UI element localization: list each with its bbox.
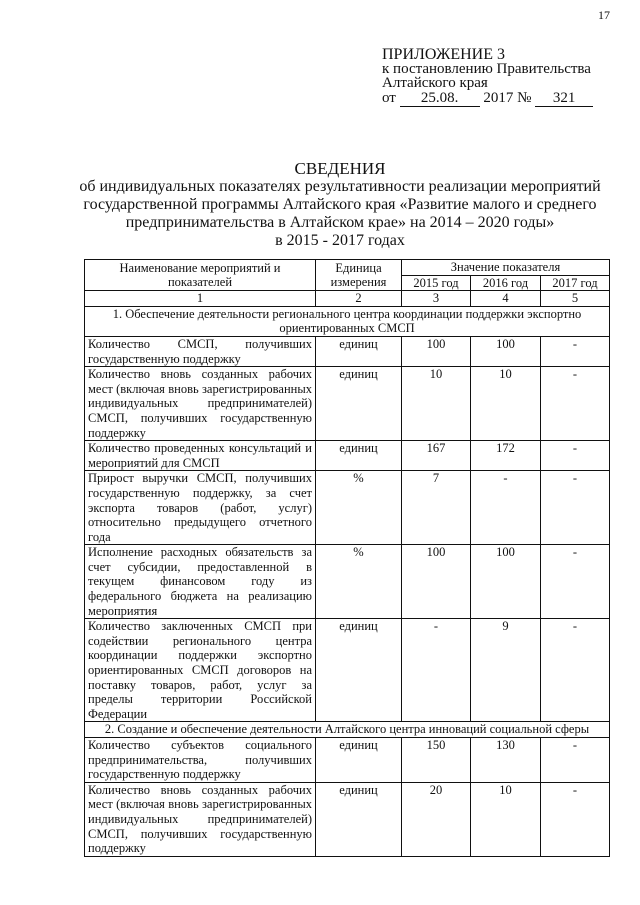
value-2015: -: [402, 619, 471, 722]
table-row: [85, 545, 610, 619]
heading-title: СВЕДЕНИЯ: [294, 159, 386, 178]
column-number: 1: [85, 291, 316, 307]
indicator-unit: %: [316, 545, 402, 619]
column-number: 5: [541, 291, 610, 307]
annex-line-1: к постановлению Правительства: [382, 61, 591, 77]
annex-title: ПРИЛОЖЕНИЕ 3: [382, 46, 506, 63]
value-2016: 172: [471, 441, 541, 471]
annex-number: 321: [535, 91, 593, 107]
table-row: [85, 738, 610, 783]
indicator-unit: единиц: [316, 738, 402, 783]
heading-line-3: предпринимательства в Алтайском крае» на 2014 – 2020 годы»: [125, 214, 555, 231]
table-row: [85, 336, 610, 366]
indicator-name: Прирост выручки СМСП, получивших государственную поддержку, за счет экспорта товаров (работ, услуг) относительно предыдущего отчетного года: [85, 471, 316, 545]
heading-line-4: в 2015 - 2017 годах: [275, 232, 405, 249]
indicator-name: Количество субъектов социального предпринимательства, получивших государственную поддержку: [85, 738, 316, 783]
value-2015: 150: [402, 738, 471, 783]
annex-block: [382, 48, 593, 107]
value-2017: -: [541, 619, 610, 722]
header-year-2015: 2015 год: [402, 275, 471, 291]
value-2016: -: [471, 471, 541, 545]
header-year-2017: 2017 год: [541, 275, 610, 291]
value-2017: -: [541, 738, 610, 783]
header-year-2016: 2016 год: [471, 275, 541, 291]
value-2016: 10: [471, 367, 541, 441]
indicator-unit: единиц: [316, 782, 402, 856]
section-row: [85, 306, 610, 336]
value-2015: 20: [402, 782, 471, 856]
indicators-table: [84, 259, 610, 857]
value-2016: 130: [471, 738, 541, 783]
value-2016: 9: [471, 619, 541, 722]
value-2017: -: [541, 471, 610, 545]
heading-line-2: государственной программы Алтайского края «Развитие малого и среднего: [83, 196, 597, 213]
column-number: 4: [471, 291, 541, 307]
value-2017: -: [541, 782, 610, 856]
value-2015: 100: [402, 545, 471, 619]
column-number: 2: [316, 291, 402, 307]
header-value-group: Значение показателя: [402, 260, 610, 276]
annex-date-line: [382, 91, 593, 107]
header-name: Наименование мероприятий и показателей: [85, 260, 316, 291]
indicator-name: Количество вновь созданных рабочих мест (включая вновь зарегистрированных индивидуальных предпринимателей) СМСП, получивших государственную поддержку: [85, 367, 316, 441]
section-title: 2. Создание и обеспечение деятельности Алтайского центра инноваций социальной сферы: [85, 722, 610, 738]
annex-from-label: от: [382, 90, 396, 106]
indicator-unit: единиц: [316, 441, 402, 471]
value-2017: -: [541, 336, 610, 366]
annex-year: 2017: [483, 90, 514, 106]
section-row: [85, 722, 610, 738]
value-2016: 10: [471, 782, 541, 856]
value-2015: 10: [402, 367, 471, 441]
table-row: [85, 471, 610, 545]
table-row: [85, 367, 610, 441]
section-title: 1. Обеспечение деятельности регионального центра координации поддержки экспортно ориентированных СМСП: [85, 306, 610, 336]
value-2017: -: [541, 367, 610, 441]
heading-line-1: об индивидуальных показателях результативности реализации мероприятий: [79, 178, 601, 195]
indicator-unit: единиц: [316, 619, 402, 722]
indicator-name: Количество вновь созданных рабочих мест (включая вновь зарегистрированных индивидуальных предпринимателей) СМСП, получивших государственную поддержку: [85, 782, 316, 856]
indicator-name: Количество заключенных СМСП при содействии регионального центра координации поддержки экспортно ориентированных СМСП договоров на поставку товаров, работ, услуг за пределы территории Российской Федерации: [85, 619, 316, 722]
indicator-name: Количество СМСП, получивших государственную поддержку: [85, 336, 316, 366]
value-2015: 7: [402, 471, 471, 545]
indicator-name: Исполнение расходных обязательств за счет субсидии, предоставленной в текущем финансовом году из федерального бюджета на реализацию мероприятия: [85, 545, 316, 619]
annex-line-2: Алтайского края: [382, 75, 488, 91]
value-2017: -: [541, 545, 610, 619]
header-unit: Единица измерения: [316, 260, 402, 291]
table-row: [85, 619, 610, 722]
value-2016: 100: [471, 545, 541, 619]
indicator-unit: единиц: [316, 336, 402, 366]
indicator-unit: единиц: [316, 367, 402, 441]
indicator-unit: %: [316, 471, 402, 545]
value-2016: 100: [471, 336, 541, 366]
indicator-name: Количество проведенных консультаций и мероприятий для СМСП: [85, 441, 316, 471]
document-heading: [70, 160, 610, 250]
annex-date: 25.08.: [400, 91, 480, 107]
column-number: 3: [402, 291, 471, 307]
table-row: [85, 782, 610, 856]
page-number: 17: [598, 8, 610, 22]
annex-number-sign: №: [517, 90, 532, 106]
value-2015: 100: [402, 336, 471, 366]
table-row: [85, 441, 610, 471]
value-2017: -: [541, 441, 610, 471]
value-2015: 167: [402, 441, 471, 471]
